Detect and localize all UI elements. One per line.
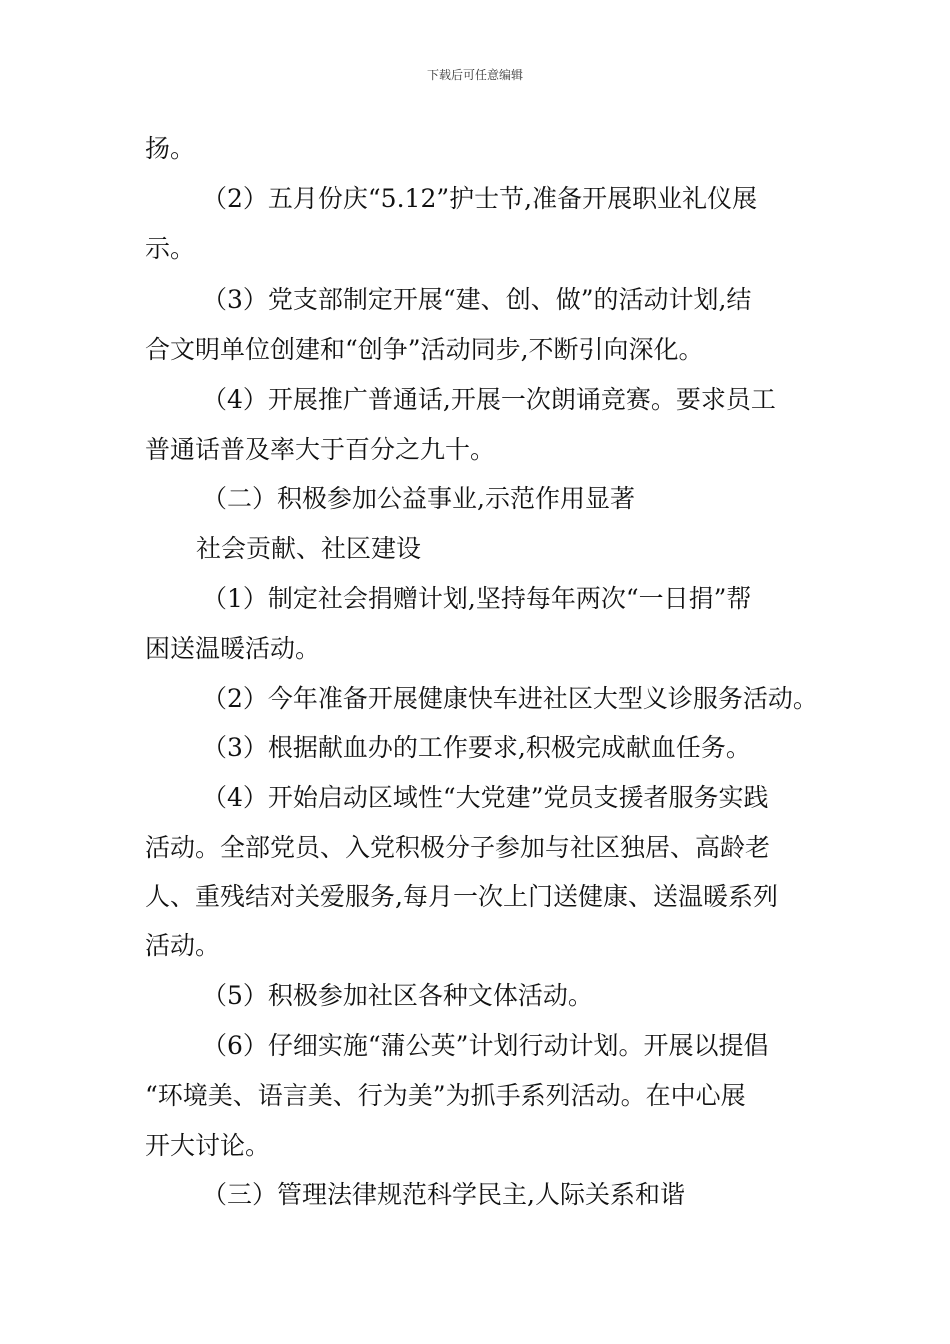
text-line: 人、重残结对关爱服务,每月一次上门送健康、送温暖系列 <box>145 882 778 911</box>
text-line: 普通话普及率大于百分之九十。 <box>145 435 496 464</box>
text-line: “环境美、语言美、行为美”为抓手系列活动。在中心展 <box>145 1081 746 1110</box>
text-line: 活动。全部党员、入党积极分子参加与社区独居、高龄老 <box>145 833 771 862</box>
text-line: （1）制定社会捐赠计划,坚持每年两次“一日捐”帮 <box>202 584 752 613</box>
page-header: 下载后可任意编辑 <box>426 68 523 82</box>
text-line: 开大讨论。 <box>145 1131 271 1160</box>
text-line: （3）党支部制定开展“建、创、做”的活动计划,结 <box>202 285 752 314</box>
text-line: 合文明单位创建和“创争”活动同步,不断引向深化。 <box>145 335 704 364</box>
text-line: 困送温暖活动。 <box>145 634 321 663</box>
text-line: 扬。 <box>145 134 196 163</box>
text-line: （6）仔细实施“蒲公英”计划行动计划。开展以提倡 <box>202 1031 769 1060</box>
subsection-heading: 社会贡献、社区建设 <box>196 534 422 563</box>
text-line: （3）根据献血办的工作要求,积极完成献血任务。 <box>202 733 751 762</box>
section-heading: （二）积极参加公益事业,示范作用显著 <box>202 484 635 513</box>
text-line: （4）开展推广普通话,开展一次朗诵竞赛。要求员工 <box>202 385 776 414</box>
text-line: 示。 <box>145 234 196 263</box>
text-line: （4）开始启动区域性“大党建”党员支援者服务实践 <box>202 783 769 812</box>
text-line: （2）今年准备开展健康快车进社区大型义诊服务活动。 <box>202 684 818 713</box>
text-line: 活动。 <box>145 931 221 960</box>
text-line: （5）积极参加社区各种文体活动。 <box>202 981 593 1010</box>
section-heading: （三）管理法律规范科学民主,人际关系和谐 <box>202 1180 685 1209</box>
text-line: （2）五月份庆“5.12”护士节,准备开展职业礼仪展 <box>202 184 758 213</box>
